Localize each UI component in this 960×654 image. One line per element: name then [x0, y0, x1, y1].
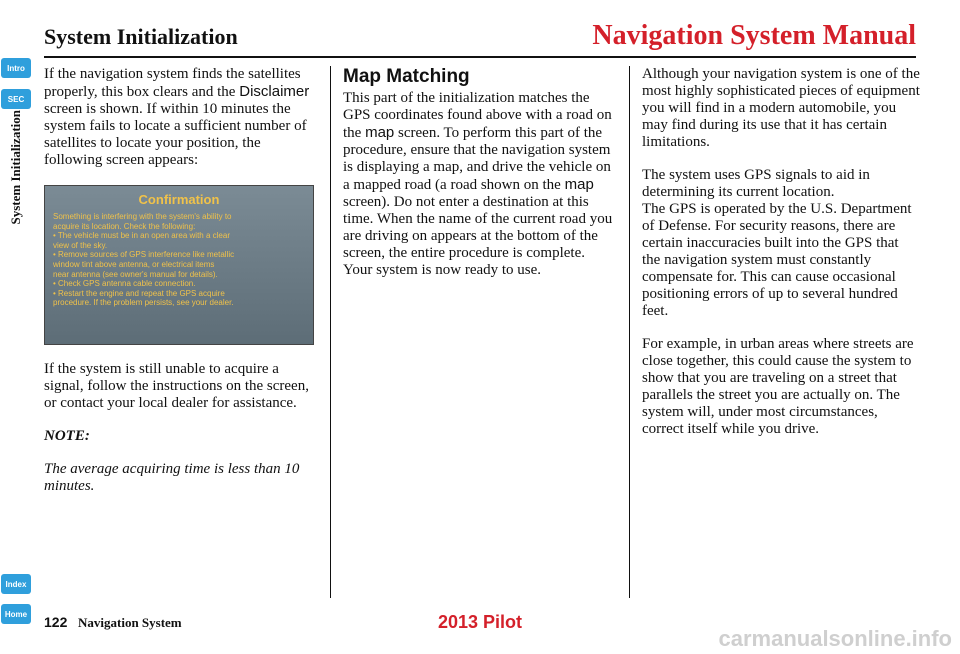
intro-text-a: If the navigation system finds the satellites properly, this box clears and the	[44, 66, 301, 100]
confirmation-line: near antenna (see owner's manual for details).	[53, 269, 218, 279]
section-side-label	[4, 110, 28, 270]
map-text-b: screen. To perform this part of the procedure, ensure that the navigation system is displaying a map, and drive the vehicle on a mapped road (a road shown on the	[343, 125, 611, 193]
intro-paragraph	[44, 66, 316, 169]
confirmation-line: • Remove sources of GPS interference like metallic	[53, 250, 235, 260]
confirmation-line: • Restart the engine and repeat the GPS acquire	[53, 288, 225, 298]
header-divider	[44, 56, 916, 58]
gps-paragraph	[642, 167, 920, 320]
column-middle	[343, 66, 617, 295]
intro-text-b: screen is shown. If within 10 minutes the system fails to locate a sufficient number of satellites to locate your position, the following screen appears:	[44, 101, 307, 168]
gps-text-b: The GPS is operated by the U.S. Department of Defense. For security reasons, there are certain inaccuracies built into the GPS that the navigation system must constantly compensate for. This can cause occasional positioning errors of up to several hundred feet.	[642, 201, 912, 319]
watermark: carmanualsonline.info	[718, 626, 952, 651]
map-matching-heading: Map Matching	[343, 66, 470, 87]
confirmation-title: Confirmation	[138, 192, 220, 207]
section-side-label-text: System Initialization	[8, 110, 23, 225]
unable-paragraph: If the system is still unable to acquire a signal, follow the instructions on the screen, or contact your local dealer for assistance.	[44, 361, 309, 411]
manual-title: Navigation System Manual	[592, 20, 916, 51]
home-tab[interactable]: Home	[1, 604, 31, 624]
confirmation-line: window tint above antenna, or electrical items	[53, 259, 215, 269]
page-number: 122	[44, 614, 68, 630]
map-term: map	[365, 124, 395, 141]
index-tab[interactable]: Index	[1, 574, 31, 594]
urban-paragraph: For example, in urban areas where streets are close together, this could cause the system to show that you are traveling on a street that parallels the street you are actually on. The system will, under most circumstances, correct itself while you drive.	[642, 336, 914, 437]
confirmation-line: acquire its location. Check the following:	[53, 221, 196, 231]
map-term: map	[564, 176, 594, 193]
page-section-title: System Initialization	[44, 24, 238, 49]
limitations-paragraph: Although your navigation system is one of the most highly sophisticated pieces of equipment you will find in a modern automobile, you may find during its use that it has certain limitations.	[642, 66, 920, 150]
footer-label: Navigation System	[78, 615, 182, 630]
confirmation-line: view of the sky.	[53, 240, 108, 250]
column-right	[642, 66, 920, 454]
sec-tab[interactable]: SEC	[1, 89, 31, 109]
confirmation-line: • Check GPS antenna cable connection.	[53, 279, 196, 289]
map-matching-paragraph	[343, 90, 617, 279]
confirmation-line: Something is interfering with the system's ability to	[53, 212, 232, 221]
confirmation-line: procedure. If the problem persists, see your dealer.	[53, 298, 234, 308]
disclaimer-term: Disclaimer	[239, 83, 310, 100]
column-divider	[629, 66, 630, 598]
gps-text-a: The system uses GPS signals to aid in determining its current location.	[642, 167, 870, 200]
intro-tab[interactable]: Intro	[1, 58, 31, 78]
confirmation-line: • The vehicle must be in an open area with a clear	[53, 231, 230, 241]
note-text: The average acquiring time is less than 10 minutes.	[44, 461, 300, 494]
note-label: NOTE:	[44, 428, 90, 444]
column-divider	[330, 66, 331, 598]
model-year: 2013 Pilot	[438, 612, 523, 632]
confirmation-screen-image	[44, 185, 314, 345]
map-text-c: screen). Do not enter a destination at this time. When the name of the current road you are driving on appears at the bottom of the screen, the entire procedure is complete. Your system is now ready to use.	[343, 194, 613, 278]
column-left	[44, 66, 316, 511]
map-text-a: This part of the initialization matches the GPS coordinates found above with a road on the	[343, 90, 612, 141]
